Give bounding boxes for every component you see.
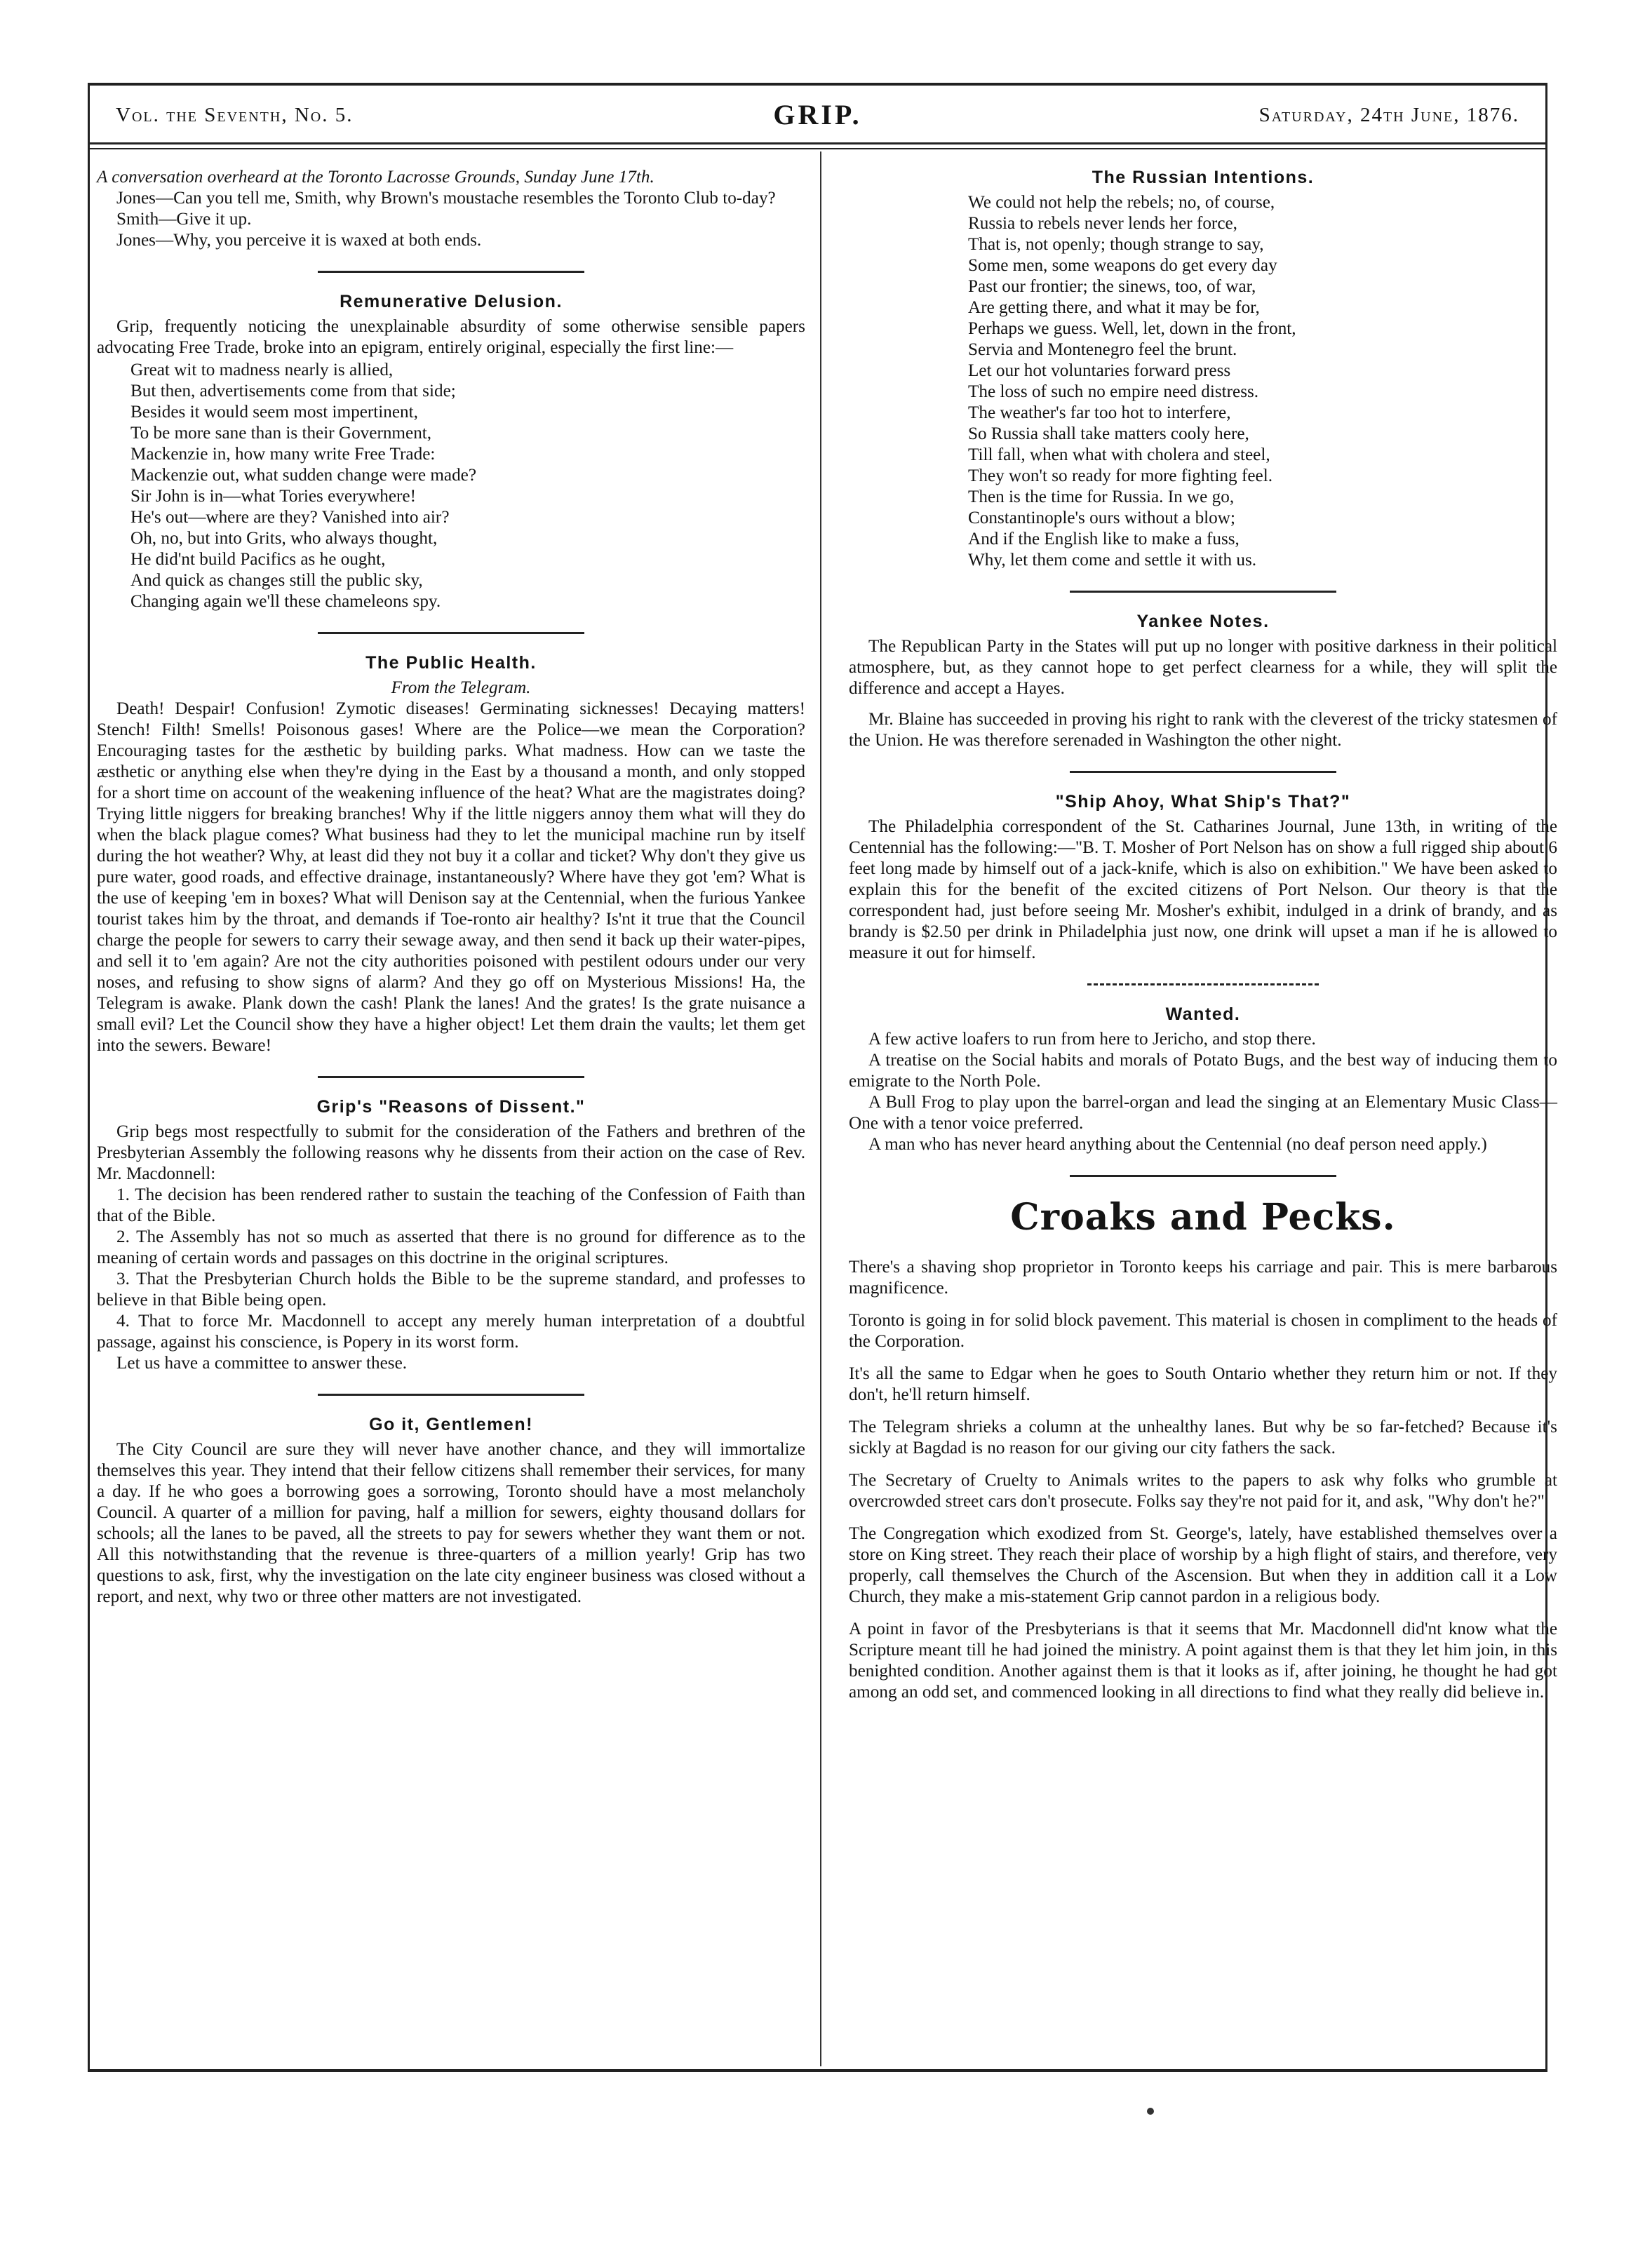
- croak-item: A point in favor of the Presbyterians is that it seems that Mr. Macdonnell did'nt know what the Scripture meant till he had joined the ministry. A point against them is that they let him join, in this benighted condition. Another against them is that it looks as if, after joining, he thought he had got among an odd set, and commenced looking in all directions to find what they really did believe in.: [849, 1620, 1557, 1702]
- article-title: The Public Health.: [365, 653, 537, 673]
- article-intro: Grip begs most respectfully to submit for the consideration of the Fathers and brethren of the Presbyterian Assembly the following reasons why he dissents from their action on the case of Rev. Mr. Macdonnell:: [97, 1122, 805, 1183]
- croak-item: There's a shaving shop proprietor in Toronto keeps his carriage and pair. This is mere barbarous magnificence.: [849, 1258, 1557, 1298]
- article-body: Death! Despair! Confusion! Zymotic diseases! Germinating sicknesses! Decaying matters! Stench! Filth! Smells! Poisonous gases! Where are the Police—we mean the Corporation? Encouraging tastes for the æsthetic by building parks. What madness. How can we taste the æsthetic or anything else when they're dying in the East by a thousand a month, and only stopped for a short time on account of the weakening influence of the heat? What are the magistrates doing? Trying little niggers for breaking branches! Why if the little niggers annoy them what will they do when the black plague comes? What business had they to let the municipal machine run by itself during the hot weather? Why, at least did they not buy it a collar and ticket? Why don't they give us pure water, good roads, and effective drainage, instantaneously? Where have they got 'em? What is the use of keeping 'em in boxes? What will Denison say at the Centennial, when the furious Yankee tourist takes him by the throat, and demands if Toe-ronto air healthy? Is'nt it true that the Council charge the people for sewers to carry their sewage away, and then send it back up their water-pipes, and sell it to 'em again? Are not the city authorities poisoned with pestilent odours under our very noses, and refusing to show signs of alarm? And they go off on Mysterious Missions! Ha, the Telegram is awake. Plank down the cash! Plank the lanes! And the grates! Is the grate nuisance a small evil? Let the Council show they have a higher object! Let them drain the vaults; let them get into the sewers. Beware!: [97, 699, 805, 1055]
- poem-line: Changing again we'll these chameleons spy.: [130, 592, 441, 611]
- section-separator: [1070, 771, 1336, 773]
- poem-line: They won't so ready for more fighting feel.: [968, 466, 1272, 485]
- poem-line: Perhaps we guess. Well, let, down in the front,: [968, 319, 1296, 338]
- article-title: Remunerative Delusion.: [340, 292, 563, 311]
- article-paragraph: Mr. Blaine has succeeded in proving his right to rank with the cleverest of the tricky statesmen of the Union. He was therefore serenaded in Washington the other night.: [849, 710, 1557, 750]
- poem-line: The weather's far too hot to interfere,: [968, 403, 1231, 422]
- article-title: "Ship Ahoy, What Ship's That?": [1055, 792, 1351, 812]
- go-it-gentlemen-article: [97, 1414, 805, 1608]
- poem-line: He did'nt build Pacifics as he ought,: [130, 550, 386, 569]
- section-separator: [1070, 591, 1336, 593]
- poem-line: But then, advertisements come from that side;: [130, 382, 456, 401]
- left-column: [97, 167, 805, 1608]
- article-title: Yankee Notes.: [1136, 612, 1270, 631]
- section-separator: [318, 1394, 584, 1396]
- section-separator: [1070, 1175, 1336, 1177]
- section-separator: [1087, 983, 1319, 985]
- article-intro: Grip, frequently noticing the unexplainable absurdity of some otherwise sensible papers advocating Free Trade, broke into an epigram, entirely original, especially the first line:—: [97, 317, 805, 357]
- poem-line: He's out—where are they? Vanished into air?: [130, 508, 450, 527]
- poem-line: Servia and Montenegro feel the brunt.: [968, 340, 1237, 359]
- poem-line: Constantinople's ours without a blow;: [968, 509, 1235, 527]
- poem-line: And if the English like to make a fuss,: [968, 530, 1240, 548]
- wanted-item: A treatise on the Social habits and morals of Potato Bugs, and the best way of inducing them to emigrate to the North Pole.: [849, 1051, 1557, 1091]
- dialogue-line: Smith—Give it up.: [116, 210, 252, 229]
- epigram-poem: [97, 360, 805, 612]
- article-closing: Let us have a committee to answer these.: [116, 1354, 408, 1373]
- article-title: Grip's "Reasons of Dissent.": [316, 1097, 586, 1117]
- article-title: The Russian Intentions.: [1092, 168, 1315, 187]
- poem-line: Till fall, when what with cholera and steel,: [968, 445, 1270, 464]
- column-divider: [820, 152, 821, 2066]
- poem-line: Some men, some weapons do get every day: [968, 256, 1277, 275]
- poem-line: That is, not openly; though strange to say,: [968, 235, 1264, 254]
- article-subtitle: From the Telegram.: [391, 678, 531, 697]
- poem-line: Sir John is in—what Tories everywhere!: [130, 487, 416, 506]
- dialogue-intro: A conversation overheard at the Toronto Lacrosse Grounds, Sunday June 17th.: [97, 168, 654, 187]
- croak-item: The Congregation which exodized from St. George's, lately, have established themselves over a store on King street. They reach their place of worship by a high flight of stairs, and therefore, very properly, call themselves the Church of the Ascension. But when they in addition call it a Low Church, they make a mis-statement Grip cannot pardon in a religious body.: [849, 1524, 1557, 1606]
- poem-line: Are getting there, and what it may be for,: [968, 298, 1260, 317]
- poem-line: Past our frontier; the sinews, too, of war,: [968, 277, 1256, 296]
- article-paragraph: The Republican Party in the States will put up no longer with positive darkness in their political atmosphere, but, as they cannot hope to get perfect clearness for a while, they will split the difference and accept a Hayes.: [849, 637, 1557, 698]
- ink-speck: [1147, 2108, 1154, 2115]
- poem-line: To be more sane than is their Government,: [130, 424, 432, 443]
- poem-line: Mackenzie in, how many write Free Trade:: [130, 445, 436, 464]
- croaks-and-pecks-article: [849, 1195, 1557, 1703]
- ship-ahoy-article: [849, 791, 1557, 964]
- wanted-item: A few active loafers to run from here to Jericho, and stop there.: [868, 1030, 1316, 1049]
- dissent-reason: 2. The Assembly has not so much as asserted that there is no ground for difference as to the meaning of certain words and passages on this doctrine in the original scriptures.: [97, 1227, 805, 1267]
- croak-item: Toronto is going in for solid block pavement. This material is chosen in compliment to the heads of the Corporation.: [849, 1311, 1557, 1351]
- russian-intentions-article: [849, 167, 1557, 571]
- blackletter-title: Croaks and Pecks.: [1010, 1196, 1396, 1239]
- russian-poem: [849, 192, 1557, 571]
- issue-date: Saturday, 24th June, 1876.: [1258, 104, 1519, 126]
- dissent-reason: 3. That the Presbyterian Church holds the Bible to be the supreme standard, and professes to believe in that Bible being open.: [97, 1270, 805, 1310]
- croak-item: It's all the same to Edgar when he goes to South Ontario whether they return him or not. If they don't, he'll return himself.: [849, 1364, 1557, 1404]
- croak-item: The Secretary of Cruelty to Animals writes to the papers to ask why folks who grumble at overcrowded street cars don't prosecute. Folks say they're not paid for it, and ask, "Why don't he?": [849, 1471, 1557, 1511]
- dialogue-line: Jones—Can you tell me, Smith, why Brown's moustache resembles the Toronto Club to-day?: [116, 189, 776, 208]
- poem-line: Let our hot voluntaries forward press: [968, 361, 1231, 380]
- volume-number: Vol. the Seventh, No. 5.: [116, 104, 354, 126]
- wanted-article: [849, 1004, 1557, 1155]
- wanted-item: A man who has never heard anything about the Centennial (no deaf person need apply.): [868, 1135, 1487, 1154]
- poem-line: Russia to rebels never lends her force,: [968, 214, 1237, 233]
- public-health-article: [97, 652, 805, 1056]
- section-separator: [318, 1076, 584, 1078]
- wanted-item: A Bull Frog to play upon the barrel-organ and lead the singing at an Elementary Music Class—One with a tenor voice preferred.: [849, 1093, 1557, 1133]
- article-body: The Philadelphia correspondent of the St. Catharines Journal, June 13th, in writing of the Centennial has the following:—"B. T. Mosher of Port Nelson has on show a full rigged ship about 6 feet long made by himself out of a jack-knife, which is also on exhibition." We have been asked to explain this for the benefit of the excited citizens of Port Nelson. Our theory is that the correspondent had, just before seeing Mr. Mosher's exhibit, indulged in a drink of brandy, and as brandy is $2.50 per drink in Philadelphia just now, one drink will upset a man if he is allowed to measure it out for himself.: [849, 817, 1557, 962]
- section-separator: [318, 271, 584, 273]
- yankee-notes-article: [849, 611, 1557, 751]
- dissent-reason: 4. That to force Mr. Macdonnell to accept any merely human interpretation of a doubtful passage, against his conscience, is Popery in its worst form.: [97, 1312, 805, 1352]
- lacrosse-dialogue: [97, 167, 805, 251]
- poem-line: So Russia shall take matters cooly here,: [968, 424, 1249, 443]
- reasons-of-dissent-article: [97, 1096, 805, 1374]
- poem-line: Why, let them come and settle it with us.: [968, 551, 1257, 570]
- paper-title: GRIP.: [773, 99, 862, 130]
- poem-line: Great wit to madness nearly is allied,: [130, 361, 394, 379]
- masthead-rule: [88, 142, 1547, 144]
- article-title: Wanted.: [1165, 1004, 1241, 1024]
- poem-line: Besides it would seem most impertinent,: [130, 403, 418, 422]
- poem-line: And quick as changes still the public sky,: [130, 571, 423, 590]
- right-column: [849, 167, 1557, 1714]
- remunerative-delusion-article: [97, 291, 805, 612]
- dialogue-line: Jones—Why, you perceive it is waxed at both ends.: [116, 231, 482, 250]
- poem-line: Then is the time for Russia. In we go,: [968, 487, 1235, 506]
- masthead-rule-thin: [88, 148, 1547, 149]
- poem-line: Mackenzie out, what sudden change were made?: [130, 466, 477, 485]
- masthead: [88, 83, 1547, 144]
- article-body: The City Council are sure they will never have another chance, and they will immortalize themselves this year. They intend that their fellow citizens shall remember their services, for many a day. If he who goes a borrowing goes a sorrowing, Toronto should have a most melancholy Council. A quarter of a million for paving, half a million for sewers, eighty thousand dollars for schools; all the lanes to be paved, all the streets to pay for sewers whether they want them or not. All this notwithstanding that the revenue is three-quarters of a million yearly! Grip has two questions to ask, first, why the investigation on the late city engineer business was closed without a report, and next, why two or three other matters are not investigated.: [97, 1440, 805, 1606]
- poem-line: Oh, no, but into Grits, who always thought,: [130, 529, 438, 548]
- article-title: Go it, Gentlemen!: [369, 1415, 533, 1434]
- section-separator: [318, 632, 584, 634]
- poem-line: The loss of such no empire need distress.: [968, 382, 1259, 401]
- croak-item: The Telegram shrieks a column at the unhealthy lanes. But why be so far-fetched? Because it's sickly at Bagdad is no reason for our giving our city fathers the sack.: [849, 1418, 1557, 1458]
- poem-line: We could not help the rebels; no, of course,: [968, 193, 1275, 212]
- dissent-reason: 1. The decision has been rendered rather to sustain the teaching of the Confession of Faith than that of the Bible.: [97, 1185, 805, 1225]
